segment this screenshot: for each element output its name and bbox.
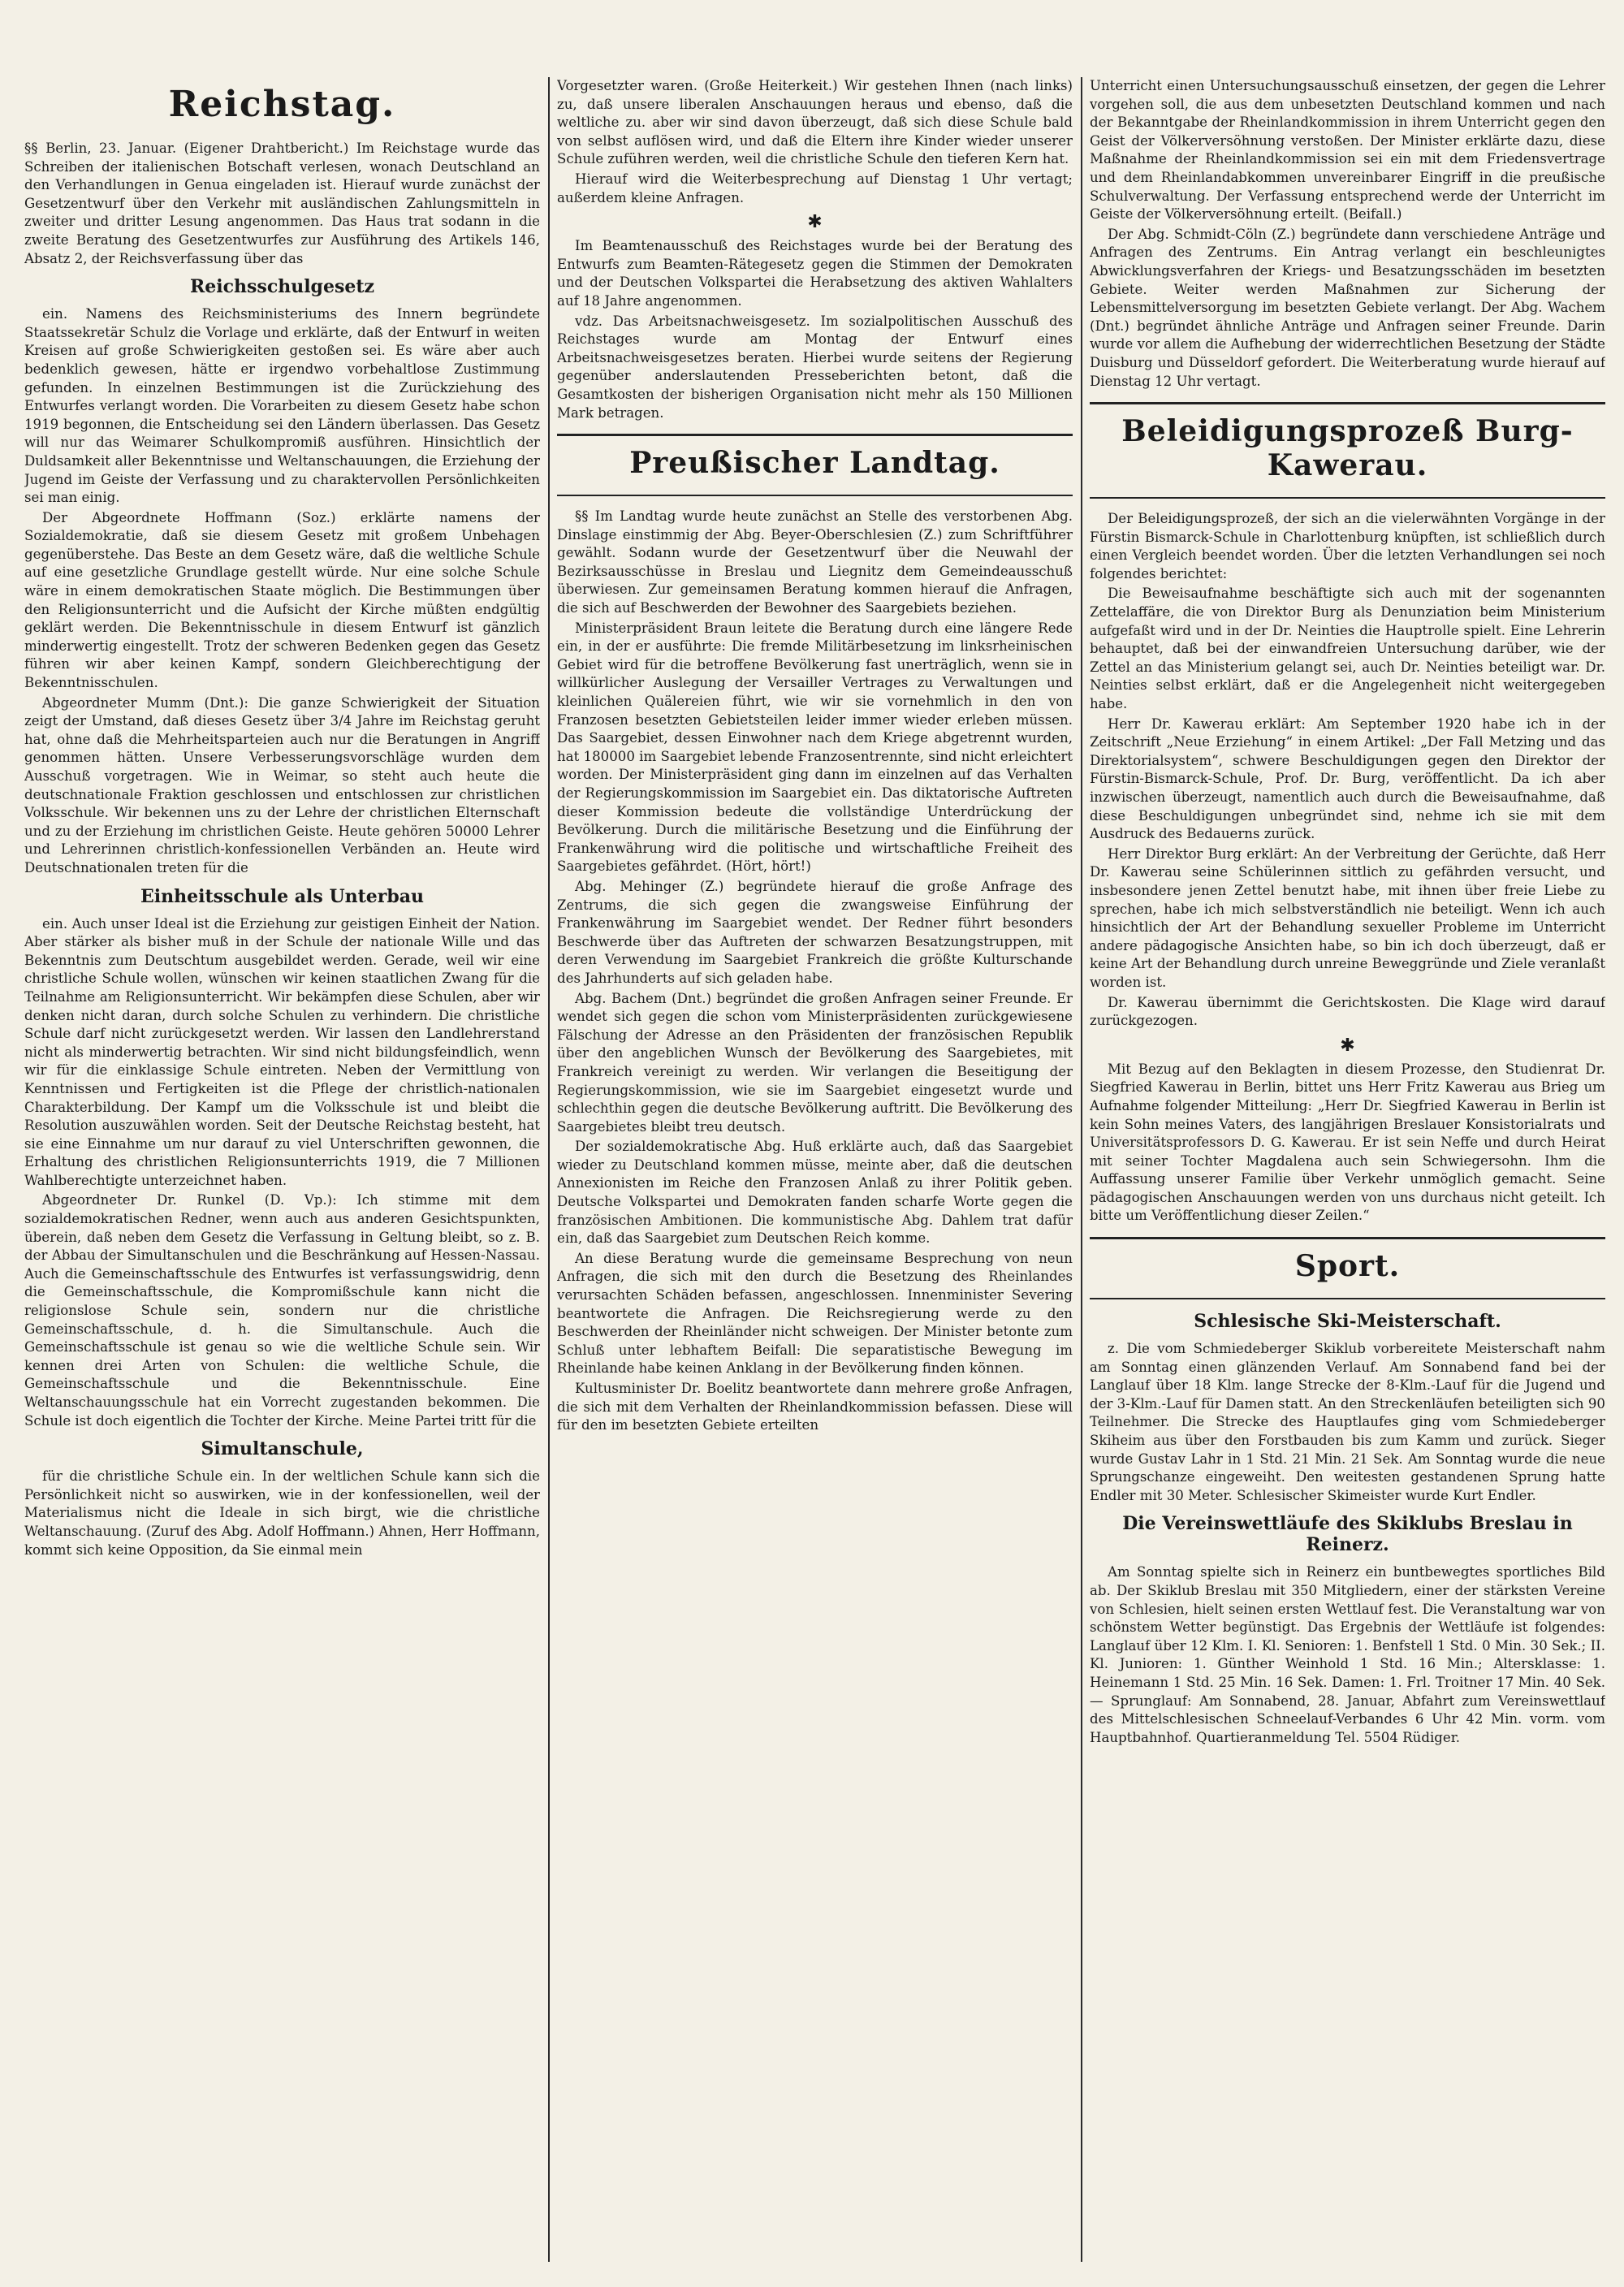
separator-star: ✱: [1340, 1035, 1355, 1056]
subheading: Schlesische Ski-Meisterschaft.: [1194, 1311, 1501, 1333]
subheading: Die Vereinswettläufe des Skiklubs Breslau in Reinerz.: [1122, 1513, 1573, 1556]
left-column: [24, 77, 540, 2262]
separator-star: ✱: [807, 212, 823, 233]
article-paragraph: §§ Im Landtag wurde heute zunächst an Stelle des verstorbenen Abg. Dinslage einstimmig der Abg. Beyer-Oberschlesien (Z.) zum Schriftführer gewählt. Sodann wurde der Gesetzentwurf über die Neuwahl der Bezirksausschüsse in Breslau und Liegnitz dem Gemeindeausschuß überwiesen. Zur gemeinsamen Beratung kommen hierauf die Anfragen, die sich auf Beschwerden der Bewohner des Saargebiets beziehen.: [557, 508, 1073, 616]
newspaper-page: [24, 77, 1616, 2270]
article-paragraph: Herr Dr. Kawerau erklärt: Am September 1920 habe ich in der Zeitschrift „Neue Erziehung“ in einem Artikel: „Der Fall Metzing und das Direktorialsystem“, schwere Beschuldigungen gegen den Direktor der Fürstin-Bismarck-Schule, Prof. Dr. Burg, veröffentlicht. Da ich aber inzwischen überzeugt, namentlich auch durch die Beweisaufnahme, daß diese Beschuldigungen unbegründet sind, nehme ich sie mit dem Ausdruck des Bedauerns zurück.: [1090, 715, 1605, 842]
article-paragraph: Ministerpräsident Braun leitete die Beratung durch eine längere Rede ein, in der er ausführte: Die fremde Militärbesetzung im linksrheinischen Gebiet wird für die betroffene Bevölkerung fast unerträglich, wenn sie in willkürlicher Auslegung der Versailler Vertrages zu Verwaltungen und kleinlichen Quälereien führt, wie wir sie vornehmlich in den von Franzosen besetzten Gebietsteilen leider immer wieder erleben müssen. Das Saargebiet, dessen Einwohner nach dem Kriege abgetrennt wurden, hat 180000 im Saargebiet lebende Franzosentrennte, sind nicht erleichtert worden. Der Ministerpräsident ging dann im einzelnen auf das Verhalten der Regierungskommission im Saargebiet ein. Das diktatorische Auftreten dieser Kommission bedeute die vollständige Unterdrückung der Bevölkerung. Durch die militärische Besetzung und die Einführung der Frankenwährung wird die politische und wirtschaftliche Freiheit des Saargebietes gefährdet. (Hört, hört!): [557, 620, 1073, 875]
right-column: [1090, 77, 1605, 2262]
section-title-sport: Sport.: [1294, 1249, 1401, 1284]
column-rule: [548, 77, 550, 2262]
article-paragraph: Der Beleidigungsprozeß, der sich an die vielerwähnten Vorgänge in der Fürstin Bismarck-Schule in Charlottenburg knüpften, ist schließlich durch einen Vergleich beendet worden. Über die letzten Verhandlungen sei noch folgendes berichtet:: [1090, 511, 1605, 581]
article-paragraph: Unterricht einen Untersuchungsausschuß einsetzen, der gegen die Lehrer vorgehen soll, die aus dem unbesetzten Deutschland kommen und nach der Bekanntgabe der Rheinlandkommission in ihrem Unterricht gegen den Geist der Völkerversöhnung verstoßen. Der Minister erklärte dazu, diese Maßnahme der Rheinlandkommission sei ein mit dem Friedensvertrage und dem Rheinlandabkommen unvereinbarer Eingriff in die preußische Schulverwaltung. Der Verfassung entsprechend werde der Unterricht im Geiste der Völkerversöhnung erteilt. (Beifall.): [1090, 78, 1605, 223]
article-paragraph: Mit Bezug auf den Beklagten in diesem Prozesse, den Studienrat Dr. Siegfried Kawerau in Berlin, bittet uns Herr Fritz Kawerau aus Brieg um Aufnahme folgender Mitteilung: „Herr Dr. Siegfried Kawerau in Berlin ist kein Sohn meines Vaters, des langjährigen Breslauer Konsistorialrats und Universitätsprofessors D. G. Kawerau. Er ist sein Neffe und durch Heirat mit seiner Tochter Magdalena auch sein Schwiegersohn. Ihm die Auffassung unserer Familie über Verkehr unmöglich gemacht. Seine pädagogischen Anschauungen werden von uns durchaus nicht geteilt. Ich bitte um Veröffentlichung dieser Zeilen.“: [1090, 1061, 1605, 1224]
section-title-trial: Beleidigungsprozeß Burg-Kawerau.: [1121, 414, 1574, 483]
article-paragraph: Am Sonntag spielte sich in Reinerz ein buntbewegtes sportliches Bild ab. Der Skiklub Breslau mit 350 Mitgliedern, einer der stärksten Vereine von Schlesien, hielt seinen ersten Wettlauf fest. Die Veranstaltung war von schönstem Wetter begünstigt. Das Ergebnis der Wettläufe ist folgendes: Langlauf über 12 Klm. I. Kl. Senioren: 1. Benfstell 1 Std. 0 Min. 30 Sek.; II. Kl. Junioren: 1. Günther Weinhold 1 Std. 16 Min.; Altersklasse: 1. Heinemann 1 Std. 25 Min. 16 Sek. Damen: 1. Frl. Troitner 17 Min. 40 Sek. — Sprunglauf: Am Sonnabend, 28. Januar, Abfahrt zum Vereinswettlauf des Mittelschlesischen Schneelauf-Verbandes 6 Uhr 42 Min. vorm. vom Hauptbahnhof. Quartieranmeldung Tel. 5504 Rüdiger.: [1090, 1564, 1605, 1745]
section-header-box: [557, 434, 1073, 496]
section-title-landtag: Preußischer Landtag.: [629, 446, 1000, 481]
article-paragraph: An diese Beratung wurde die gemeinsame Besprechung von neun Anfragen, die sich mit den durch die Besetzung des Rheinlandes verursachten Schäden befassen, angeschlossen. Innenminister Severing beantwortete die Anfragen. Die Reichsregierung werde zu den Beschwerden der Rheinländer nicht schweigen. Der Minister betonte zum Schluß unter lebhaftem Beifall: Die separatistische Bewegung im Rheinlande habe keinen Anklang in der Bevölkerung finden können.: [557, 1250, 1073, 1377]
article-paragraph: Dr. Kawerau übernimmt die Gerichtskosten. Die Klage wird darauf zurückgezogen.: [1090, 994, 1605, 1029]
article-paragraph: Abgeordneter Mumm (Dnt.): Die ganze Schwierigkeit der Situation zeigt der Umstand, daß dieses Gesetz über 3/4 Jahre im Reichstag geruht hat, ohne daß die Mehrheitsparteien auch nur die Beratungen in Angriff genommen hätten. Unsere Verbesserungsvorschläge wurden dem Ausschuß vorgetragen. Wie in Weimar, so steht auch heute die deutschnationale Fraktion geschlossen und entschlossen zur christlichen Volksschule. Wir bekennen uns zu der Lehre der christlichen Elternschaft und zu der Erziehung im christlichen Geiste. Heute gehören 50000 Lehrer und Lehrerinnen christlich-konfessionellen Verbänden an. Heute wird Deutschnationalen treten für die: [24, 694, 540, 875]
article-paragraph: Kultusminister Dr. Boelitz beantwortete dann mehrere große Anfragen, die sich mit dem Verhalten der Rheinlandkommission befassen. Diese will für den im besetzten Gebiete erteilten: [557, 1381, 1073, 1433]
article-paragraph: Der Abg. Schmidt-Cöln (Z.) begründete dann verschiedene Anträge und Anfragen des Zentrums. Ein Antrag verlangt ein beschleunigtes Abwicklungsverfahren der Kriegs- und Besatzungsschäden im besetzten Gebiete. Weiter werden Maßnahmen zur Sicherung der Lebensmittelversorgung im besetzten Gebiete verlangt. Der Abg. Wachem (Dnt.) begründet ähnliche Anträge und Anfragen seiner Freunde. Darin wurde vor allem die Aufhebung der widerrechtlichen Besetzung der Städte Duisburg und Düsseldorf gefordert. Die Weiterberatung wurde hierauf auf Dienstag 12 Uhr vertagt.: [1090, 226, 1605, 389]
column-rule: [1081, 77, 1082, 2262]
article-paragraph: Der Abgeordnete Hoffmann (Soz.) erklärte namens der Sozialdemokratie, daß sie diesem Gesetz mit großem Unbehagen gegenüberstehe. Das Beste an dem Gesetz wäre, daß die weltliche Schule auf eine gesetzliche Grundlage gestellt würde. Nur eine solche Schule wäre in einem demokratischen Staate möglich. Die Bestimmungen über den Religionsunterricht und die Aufsicht der Kirche müßten endgültig geklärt werden. Die Bekenntnisschule in diesem Entwurf ist gänzlich minderwertig eingestellt. Trotz der schweren Bedenken gegen das Gesetz führen wir aber keinen Kampf, sondern Gleichberechtigung der Bekenntnisschulen.: [24, 509, 540, 691]
section-header-box: [1090, 402, 1605, 499]
article-paragraph: ein. Namens des Reichsministeriums des Innern begründete Staatssekretär Schulz die Vorlage und erklärte, daß der Entwurf in weiten Kreisen auf große Schwierigkeiten gestoßen sei. Es wäre aber auch bedenklich gewesen, hätte er irgendwo vorbehaltlose Zustimmung gefunden. In einzelnen Bestimmungen ist die Zurückziehung des Entwurfes verlangt worden. Die Vorarbeiten zu diesem Gesetz habe schon 1919 begonnen, die Entscheidung sei den Ländern überlassen. Das Gesetz will nur das Weimarer Schulkompromiß ausführen. Hinsichtlich der Duldsamkeit aller Bekenntnisse und Weltanschauungen, die Erziehung der Jugend im Geiste der Verfassung und zu charaktervollen Persönlichkeiten sei man einig.: [24, 306, 540, 506]
middle-column: [557, 77, 1073, 2262]
article-paragraph: Der sozialdemokratische Abg. Huß erklärte auch, daß das Saargebiet wieder zu Deutschland kommen müsse, meinte aber, daß die deutschen Annexionisten im Reiche den Franzosen Anlaß zu ihrer Politik geben. Deutsche Volkspartei und Demokraten fanden scharfe Worte gegen die französischen Ambitionen. Die kommunistische Abg. Dahlem trat dafür ein, daß das Saargebiet zum Deutschen Reich komme.: [557, 1139, 1073, 1247]
article-paragraph: Abg. Mehinger (Z.) begründete hierauf die große Anfrage des Zentrums, die sich gegen die zwangsweise Einführung der Frankenwährung im Saargebiet wendet. Der Redner führt besonders Beschwerde über das Auftreten der schwarzen Besatzungstruppen, mit deren Verwendung im Saargebiet Frankreich die größte Kulturschande des Jahrhunderts auf sich geladen habe.: [557, 878, 1073, 986]
section-title-reichstag: Reichstag.: [168, 84, 396, 125]
article-paragraph: Im Beamtenausschuß des Reichstages wurde bei der Beratung des Entwurfs zum Beamten-Rätegesetz gegen die Stimmen der Demokraten und der Deutschen Volkspartei die Herabsetzung des aktiven Wahlalters auf 18 Jahre angenommen.: [557, 238, 1073, 309]
article-paragraph: z. Die vom Schmiedeberger Skiklub vorbereitete Meisterschaft nahm am Sonntag einen glänzenden Verlauf. Am Sonnabend fand bei der Langlauf über 18 Klm. lange Strecke der 8-Klm.-Lauf für die Jugend und der 3-Klm.-Lauf für Damen statt. An den Streckenläufen beteiligten sich 90 Teilnehmer. Die Strecke des Hauptlaufes ging vom Schmiedeberger Skiheim aus über den Forstbauden bis zum Kamm und zurück. Sieger wurde Gustav Lahr in 1 Std. 21 Min. 21 Sek. Am Sonntag wurde die neue Sprungschanze eingeweiht. Den weitesten gestandenen Sprung hatte Endler mit 30 Meter. Schlesischer Skimeister wurde Kurt Endler.: [1090, 1341, 1605, 1503]
subheading: Einheitsschule als Unterbau: [140, 885, 425, 907]
article-paragraph: ein. Auch unser Ideal ist die Erziehung zur geistigen Einheit der Nation. Aber stärker als bisher muß in der Schule der nationale Wille und das Bekenntnis zum Deutschtum ausgebildet werden. Gerade, weil wir eine christliche Schule wollen, wünschen wir keinen staatlichen Zwang für die Teilnahme am Religionsunterricht. Wir bekämpfen diese Schulen, aber wir denken nicht daran, durch solche Schulen zu verhindern. Die christliche Schule darf nicht zurückgesetzt werden. Wir lassen den Landlehrerstand nicht als minderwertig betrachten. Wir sind nicht bildungsfeindlich, wenn wir für die einklassige Schule eintreten. Neben der Vermittlung von Kenntnissen und Fertigkeiten ist die Pflege der christlich-nationalen Charakterbildung. Der Kampf um die Volksschule ist und bleibt die Resolution auszuwählen worden. Seit der Deutsche Reichstag besteht, hat sie eine Einnahme um nur darauf zu viel Unterschriften gewonnen, die Erhaltung des christlichen Religionsunterrichts 1919, die 7 Millionen Wahlberechtigte unterzeichnet haben.: [24, 915, 540, 1188]
article-paragraph: Herr Direktor Burg erklärt: An der Verbreitung der Gerüchte, daß Herr Dr. Kawerau seine Schülerinnen sittlich zu gefährden versucht, und insbesondere jenen Zettel benutzt habe, mit ihnen über freie Liebe zu sprechen, habe ich mich selbstverständlich nie beteiligt. Wenn ich auch hinsichtlich der Art der Behandlung sexueller Probleme im Unterricht andere pädagogische Ansichten habe, so bin ich doch überzeugt, daß er keine Art der Behandlung durch unreine Beweggründe und Ziele veranlaßt worden ist.: [1090, 845, 1605, 990]
subheading: Reichsschulgesetz: [190, 276, 374, 298]
article-paragraph: Hierauf wird die Weiterbesprechung auf Dienstag 1 Uhr vertagt; außerdem kleine Anfragen.: [557, 171, 1073, 205]
article-paragraph: §§ Berlin, 23. Januar. (Eigener Drahtbericht.) Im Reichstage wurde das Schreiben der italienischen Botschaft verlesen, wonach Deutschland an den Verhandlungen in Genua eingeladen ist. Hierauf wurde zunächst der Gesetzentwurf über den Verkehr mit ausländischen Zahlungsmitteln in zweiter und dritter Lesung angenommen. Das Haus trat sodann in die zweite Beratung des Gesetzentwurfes zur Ausführung des Artikels 146, Absatz 2, der Reichsverfassung über das: [24, 141, 540, 266]
section-header-box: [1090, 1237, 1605, 1299]
article-paragraph: Abg. Bachem (Dnt.) begründet die großen Anfragen seiner Freunde. Er wendet sich gegen die schon vom Ministerpräsidenten zurückgewiesene Fälschung der Adresse an den Präsidenten der französischen Republik über den angeblichen Wunsch der Bevölkerung des Saargebietes, mit Frankreich vereinigt zu werden. Wir verlangen die Beseitigung der Regierungskommission, wie sie im Saargebiet eingesetzt wurde und schlechthin gegen die deutsche Bevölkerung auftritt. Die Bevölkerung des Saargebietes bleibt treu deutsch.: [557, 990, 1073, 1135]
article-paragraph: vdz. Das Arbeitsnachweisgesetz. Im sozialpolitischen Ausschuß des Reichstages wurde am Montag der Entwurf eines Arbeitsnachweisgesetzes beraten. Hierbei wurde seitens der Regierung gegenüber anderslautenden Presseberichten betont, daß die Gesamtkosten der bisherigen Organisation nicht mehr als 150 Millionen Mark betragen.: [557, 313, 1073, 421]
article-paragraph: Die Beweisaufnahme beschäftigte sich auch mit der sogenannten Zettelaffäre, die von Direktor Burg als Denunziation beim Ministerium aufgefaßt wird und in der Dr. Neinties die Hauptrolle spielt. Eine Lehrerin behauptet, daß bei der einwandfreien Untersuchung darüber, wie der Zettel an das Ministerium gelangt sei, auch Dr. Neinties beteiligt war. Dr. Neinties selbst erklärt, daß er die Angelegenheit nicht weitergegeben habe.: [1090, 586, 1605, 712]
article-paragraph: Abgeordneter Dr. Runkel (D. Vp.): Ich stimme mit dem sozialdemokratischen Redner, wenn auch aus anderen Gesichtspunkten, überein, daß neben dem Gesetz die Verfassung in Geltung bleibt, so z. B. der Abbau der Simultanschulen und die Beschränkung auf Hessen-Nassau. Auch die Gemeinschaftsschule des Entwurfes ist verfassungswidrig, denn die Gemeinschaftsschule, die Kompromißschule kann nicht die religionslose Schule sein, sondern nur die christliche Gemeinschaftsschule, d. h. die Simultanschule. Auch die Gemeinschaftsschule ist genau so wie die weltliche Schule sein. Wir kennen drei Arten von Schulen: die weltliche Schule, die Gemeinschaftsschule und die Bekenntnisschule. Eine Weltanschauungsschule hat ein Vorrecht zugestanden bekommen. Die Schule ist doch eigentlich die Tochter der Kirche. Meine Partei tritt für die: [24, 1192, 540, 1429]
subheading: Simultanschule,: [201, 1438, 364, 1460]
article-paragraph: Vorgesetzter waren. (Große Heiterkeit.) Wir gestehen Ihnen (nach links) zu, daß unsere liberalen Anschauungen heraus und ebenso, daß die weltliche zu. aber wir sind davon überzeugt, daß sich diese Schule bald von selbst auflösen wird, und daß die Eltern ihre Kinder wieder unserer Schule zuführen werden, weil die christliche Schule den tieferen Kern hat.: [557, 78, 1073, 167]
article-paragraph: für die christliche Schule ein. In der weltlichen Schule kann sich die Persönlichkeit nicht so auswirken, wie in der konfessionellen, weil der Materialismus nicht die Ideale in sich birgt, wie die christliche Weltanschauung. (Zuruf des Abg. Adolf Hoffmann.) Ahnen, Herr Hoffmann, kommt sich keine Opposition, da Sie einmal mein: [24, 1468, 540, 1558]
